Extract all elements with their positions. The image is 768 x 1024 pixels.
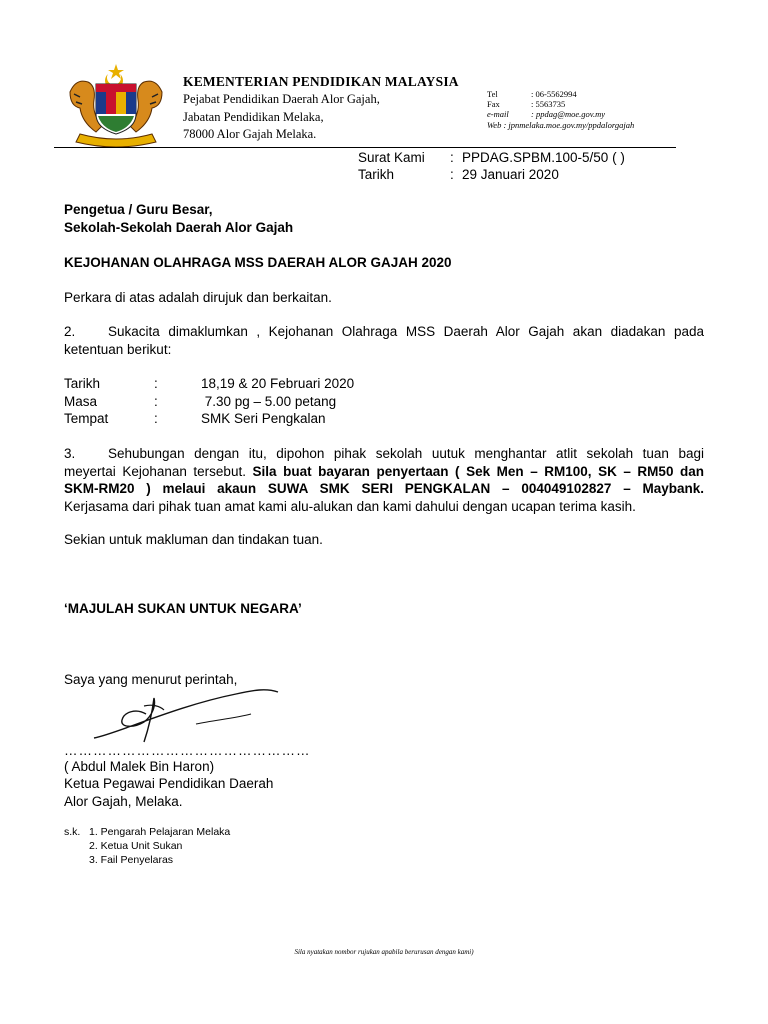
contact-web: Web : jpnmelaka.moe.gov.my/ppdalorgajah	[487, 119, 635, 130]
detail-row-tarikh	[64, 376, 354, 391]
reference-value: 29 Januari 2020	[462, 167, 559, 182]
cc-prefix: s.k.	[64, 826, 81, 838]
coat-of-arms-logo	[62, 62, 170, 148]
payment-account: SKM-RM20 ) melaui akaun SUWA SMK SERI PENGKALAN – 004049102827 – Maybank.	[64, 481, 704, 496]
paragraph-number: 3.	[64, 446, 76, 461]
detail-row-masa	[64, 394, 336, 409]
signatory-name: ( Abdul Malek Bin Haron)	[64, 759, 215, 774]
paragraph-3-line-1: Sehubungan dengan itu, dipohon pihak sekolah uutuk menghantar atlit sekolah tuan bagi	[108, 446, 704, 461]
intro-text: Perkara di atas adalah dirujuk dan berkaitan.	[64, 290, 332, 305]
reference-colon: :	[450, 150, 454, 165]
detail-value: 7.30 pg – 5.00 petang	[201, 394, 337, 409]
reference-surat-row	[358, 150, 625, 165]
ministry-name: KEMENTERIAN PENDIDIKAN MALAYSIA	[183, 74, 459, 89]
address-line-1: Pejabat Pendidikan Daerah Alor Gajah,	[183, 92, 380, 106]
contact-label: Tel	[487, 89, 498, 99]
signature-line: ……………………………………………	[64, 743, 311, 758]
paragraph-number: 2.	[64, 324, 76, 339]
paragraph-3-line-2: meyertai Kejohanan tersebut.	[64, 463, 253, 479]
address-line-3: 78000 Alor Gajah Melaka.	[183, 127, 317, 141]
paragraph-2	[64, 323, 704, 358]
detail-label: Tarikh	[64, 376, 101, 391]
payment-instruction: Sila buat bayaran penyertaan ( Sek Men – RM100, SK – RM50 dan	[252, 463, 704, 479]
contact-fax	[487, 99, 634, 109]
closing-text: Sekian untuk makluman dan tindakan tuan.	[64, 532, 323, 547]
recipient-line-2: Sekolah-Sekolah Daerah Alor Gajah	[64, 220, 294, 235]
paragraph-2-line-2: ketentuan berikut:	[64, 341, 172, 357]
detail-row-tempat	[64, 411, 326, 426]
paragraph-3-line-4: Kerjasama dari pihak tuan amat kami alu-alukan dan kami dahului dengan ucapan terima kasih.	[64, 498, 636, 514]
signatory-title: Ketua Pegawai Pendidikan Daerah	[64, 776, 274, 791]
reference-value: PPDAG.SPBM.100-5/50 ( )	[462, 150, 625, 165]
detail-colon: :	[154, 394, 158, 409]
contact-block	[487, 89, 634, 130]
recipient-line-1: Pengetua / Guru Besar,	[64, 202, 213, 217]
detail-label: Tempat	[64, 411, 109, 426]
reference-tarikh-row	[358, 167, 559, 182]
cc-item: 1. Pengarah Pelajaran Melaka	[89, 826, 231, 838]
address-line-2: Jabatan Pendidikan Melaka,	[183, 110, 324, 124]
reference-label: Surat Kami	[358, 150, 425, 165]
detail-colon: :	[154, 411, 158, 426]
contact-value: : 06-5562994	[531, 89, 577, 99]
cc-item: 3. Fail Penyelaras	[89, 854, 174, 866]
contact-value: : ppdag@moe.gov.my	[531, 109, 605, 120]
header-divider	[54, 147, 676, 148]
reference-label: Tarikh	[358, 167, 395, 182]
paragraph-2-line-1: Sukacita dimaklumkan , Kejohanan Olahraga MSS Daerah Alor Gajah akan diadakan pada	[108, 324, 704, 339]
contact-tel	[487, 89, 634, 99]
subject-heading: KEJOHANAN OLAHRAGA MSS DAERAH ALOR GAJAH 2020	[64, 255, 452, 270]
detail-value: SMK Seri Pengkalan	[201, 411, 326, 426]
detail-label: Masa	[64, 394, 98, 409]
detail-value: 18,19 & 20 Februari 2020	[201, 376, 355, 391]
contact-label: Fax	[487, 99, 500, 110]
paragraph-3	[64, 445, 704, 515]
footer-note: Sila nyatakan nombor rujukan apabila berurusan dengan kami)	[294, 948, 474, 956]
signoff-text: Saya yang menurut perintah,	[64, 672, 238, 687]
signature-image	[86, 684, 286, 746]
signatory-place: Alor Gajah, Melaka.	[64, 794, 183, 809]
contact-value: : 5563735	[531, 99, 566, 110]
motto: ‘MAJULAH SUKAN UNTUK NEGARA’	[64, 601, 302, 616]
contact-label: e-mail	[487, 109, 509, 120]
contact-email	[487, 109, 634, 119]
reference-colon: :	[450, 167, 454, 182]
detail-colon: :	[154, 376, 158, 391]
cc-item: 2. Ketua Unit Sukan	[89, 840, 183, 852]
